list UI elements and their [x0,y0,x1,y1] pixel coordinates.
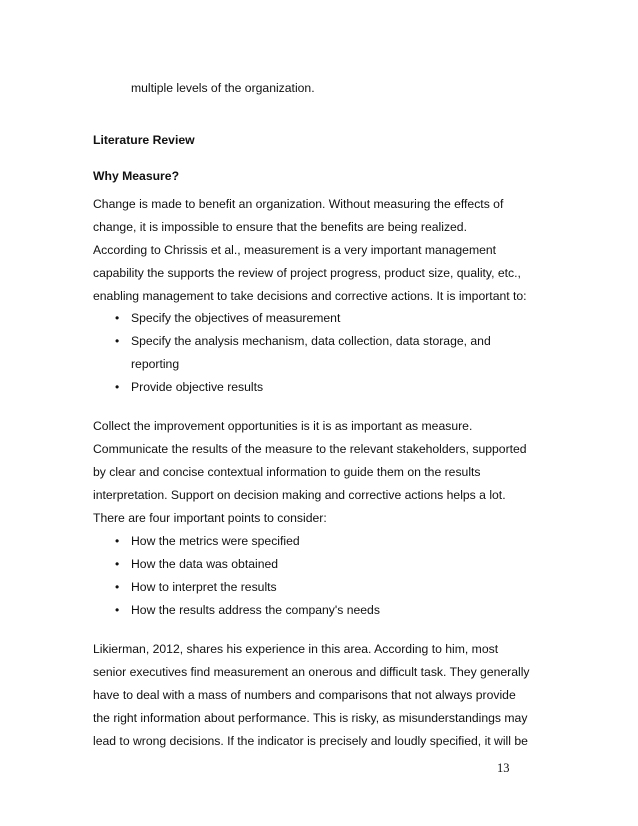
paragraph1-line: According to Chrissis et al., measurement is a very important management [93,243,497,257]
bullet-item: How the data was obtained [131,557,279,571]
paragraph2-line: Collect the improvement opportunities is it is as important as measure. [93,419,473,433]
paragraph2-line: There are four important points to consider: [93,511,327,525]
paragraph1-line: change, it is impossible to ensure that the benefits are being realized. [93,220,467,234]
paragraph2-line: interpretation. Support on decision making and corrective actions helps a lot. [93,488,506,502]
subheading: Why Measure? [93,169,180,183]
paragraph1-line: Change is made to benefit an organization. Without measuring the effects of [93,197,504,211]
bullet-item-continuation: reporting [131,357,180,371]
paragraph3-line: lead to wrong decisions. If the indicator is precisely and loudly specified, it will be [93,734,528,748]
page-number: 13 [497,761,510,775]
paragraph3-line: have to deal with a mass of numbers and comparisons that not always provide [93,688,516,702]
paragraph3-line: senior executives find measurement an onerous and difficult task. They generally [93,665,530,679]
bullet-icon: • [115,580,120,594]
bullet-icon: • [115,557,120,571]
section-heading: Literature Review [93,133,195,147]
bullet-item: How the metrics were specified [131,534,300,548]
bullet-icon: • [115,603,120,617]
paragraph2-line: by clear and concise contextual information to guide them on the results [93,465,481,479]
bullet-icon: • [115,334,120,348]
bullet-item: Specify the objectives of measurement [131,311,341,325]
paragraph1-line: enabling management to take decisions and corrective actions. It is important to: [93,289,527,303]
paragraph3-line: Likierman, 2012, shares his experience in this area. According to him, most [93,642,499,656]
bullet-icon: • [115,534,120,548]
bullet-item: How to interpret the results [131,580,277,594]
bullet-item: Specify the analysis mechanism, data collection, data storage, and [131,334,491,348]
paragraph2-line: Communicate the results of the measure to the relevant stakeholders, supported [93,442,527,456]
bullet-item: How the results address the company's needs [131,603,380,617]
bullet-item: Provide objective results [131,380,264,394]
bullet-icon: • [115,380,120,394]
lead-line: multiple levels of the organization. [131,81,315,95]
paragraph1-line: capability the supports the review of project progress, product size, quality, etc., [93,266,521,280]
bullet-icon: • [115,311,120,325]
paragraph3-line: the right information about performance. This is risky, as misunderstandings may [93,711,528,725]
